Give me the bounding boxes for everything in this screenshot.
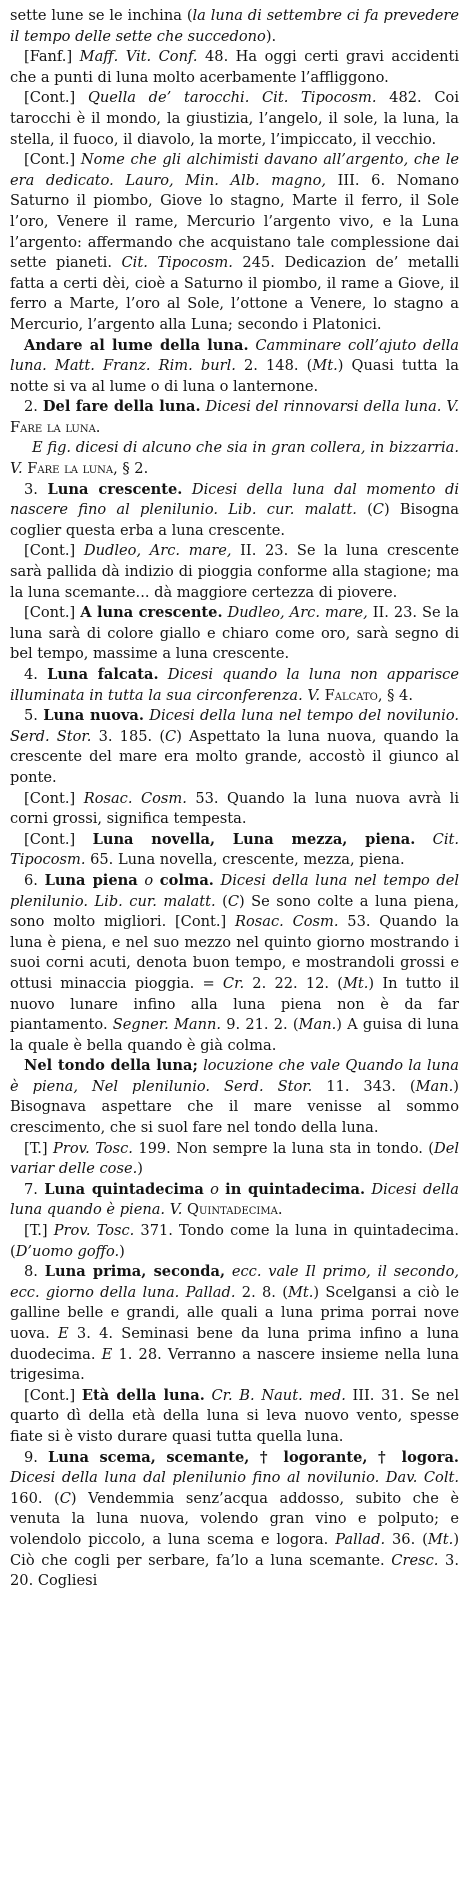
- text-run: 3. 4. Seminasi bene da luna prima infino a luna duodecima.: [10, 1325, 460, 1363]
- headword: Luna falcata.: [47, 666, 159, 683]
- text-run: [Cont.]: [24, 604, 81, 622]
- text-run: (: [215, 892, 228, 910]
- italic-text: Del variar delle cose.: [10, 1139, 460, 1178]
- text-run: [T.]: [24, 1222, 54, 1240]
- text-run: II. 23. Se la luna crescente sarà pallida dà indizio di pioggia conforme alla stagione; ma la luna scemante... dà maggiore certezza di piovere.: [10, 542, 459, 601]
- text-run: 371. Tondo come la luna in quintadecima. (: [10, 1222, 459, 1260]
- entry-paragraph: [10, 1221, 459, 1262]
- entry-paragraph: [10, 438, 459, 479]
- text-run: [225, 1263, 232, 1280]
- entry-paragraph: [10, 1139, 459, 1180]
- text-run: [Cont.]: [24, 830, 93, 848]
- entry-paragraph: [10, 397, 459, 438]
- headword: Luna piena: [44, 871, 138, 889]
- italic-text: locuzione che vale Quando la luna è piena, Nel plenilunio. Serd. Stor.: [10, 1057, 460, 1095]
- text-run: ) In tutto il nuovo lunare infino alla luna piena non è da far piantamento.: [10, 974, 460, 1034]
- italic-text: la luna di settembre ci fa prevedere il tempo delle sette che succedono: [10, 7, 459, 45]
- text-run: [Fanf.]: [24, 48, 80, 66]
- text-run: 65. Luna novella, crescente, mezza, piena.: [85, 851, 405, 869]
- italic-text: Dudleo, Arc. mare,: [227, 604, 368, 622]
- headword: A luna crescente.: [80, 604, 223, 622]
- entry-paragraph: [10, 871, 459, 1056]
- text-run: ) A guisa di luna la quale è bella quando è già colma.: [10, 1016, 459, 1054]
- text-run: .: [277, 1201, 283, 1219]
- entry-paragraph: [10, 830, 459, 871]
- italic-text: Rosac. Cosm.: [235, 913, 339, 931]
- italic-text: Dudleo, Arc. mare,: [83, 542, 232, 560]
- text-run: 3. 185. (: [91, 727, 166, 745]
- text-run: 36. (: [385, 1530, 428, 1548]
- entry-paragraph: [10, 541, 459, 603]
- headword: in quintadecima.: [225, 1180, 366, 1198]
- text-run: ).: [265, 27, 277, 45]
- text-run: 5.: [24, 707, 44, 725]
- text-run: , § 2.: [113, 460, 149, 478]
- cross-reference: Quintadecima: [186, 1201, 278, 1219]
- italic-text: Mt.: [427, 1530, 454, 1548]
- text-run: 4.: [24, 666, 48, 683]
- text-run: ) Quasi tutta la notte si va al lume o di luna o lanternone.: [10, 357, 460, 395]
- text-run: 11. 343. (: [312, 1077, 416, 1095]
- text-run: 7.: [24, 1180, 45, 1198]
- text-run: ) Bisognava aspettare che il mare venisse al sommo crescimento, che si suol fare nel tondo della luna.: [10, 1077, 459, 1137]
- italic-text: ecc. vale Il primo, il secondo, ecc. giorno della luna. Pallad.: [10, 1263, 459, 1301]
- italic-text: E fig. dicesi di alcuno che sia in gran collera, in bizzarria. V.: [10, 439, 459, 478]
- italic-text: E: [101, 1345, 113, 1363]
- text-run: 2. 8. (: [235, 1283, 288, 1301]
- text-run: ): [119, 1242, 125, 1260]
- headword: colma.: [159, 871, 214, 889]
- italic-text: Dicesi della luna quando è piena. V.: [10, 1180, 459, 1219]
- text-run: [Cont.]: [24, 1386, 82, 1404]
- italic-text: Man.: [415, 1077, 454, 1095]
- entry-paragraph: [10, 47, 459, 88]
- italic-text: Cit. Tipocosm.: [121, 254, 233, 272]
- entry-paragraph: [10, 1448, 459, 1592]
- headword: Età della luna.: [81, 1386, 205, 1404]
- italic-text: Dicesi della luna nel tempo del novilunio. Serd. Stor.: [10, 707, 459, 745]
- text-run: III. 31. Se nel quarto dì della età della luna si leva nuovo vento, spesse fiate si è visto durare quasi tutta quella luna.: [10, 1386, 459, 1445]
- entry-paragraph: [10, 6, 459, 47]
- text-run: , § 4.: [377, 686, 413, 704]
- cross-reference: Fare la luna: [27, 460, 114, 478]
- text-run: ) Vendemmia senz’acqua addosso, subito che è venuta la luna nuova, volendo gran vino e polputo; e volendolo piccolo, a luna scema e logora.: [10, 1489, 460, 1548]
- text-run: 48. Ha oggi certi gravi accidenti che a punti di luna molto acerbamente l’affliggono.: [10, 48, 460, 86]
- entry-paragraph: [10, 88, 459, 150]
- text-run: (: [356, 501, 373, 519]
- text-run: 53. Quando la luna è piena, e nel suo mezzo nel quinto giorno mostrando i suoi corni acuti, denota buon tempo, e mostrandoli grossi e ottusi minaccia pioggia. =: [10, 913, 460, 992]
- italic-text: C: [372, 501, 384, 519]
- text-run: [159, 666, 168, 683]
- text-run: 8.: [24, 1263, 45, 1281]
- italic-text: Dicesi della luna dal plenilunio fino al novilunio. Dav. Colt.: [10, 1469, 459, 1487]
- italic-text: Camminare coll’ajuto della luna. Matt. Franz. Rim. burl.: [10, 336, 460, 375]
- italic-text: Pallad.: [335, 1530, 386, 1548]
- headword: Luna prima, seconda,: [44, 1263, 226, 1281]
- italic-text: Maff. Vit. Conf.: [79, 48, 198, 66]
- text-run: ): [137, 1160, 143, 1178]
- entry-paragraph: [10, 1262, 459, 1386]
- text-run: 6.: [24, 871, 45, 889]
- headword: Andare al lume della luna.: [24, 336, 249, 354]
- italic-text: Cr.: [222, 974, 245, 992]
- entry-paragraph: [10, 665, 459, 706]
- italic-text: Cr. B. Naut. med.: [211, 1386, 346, 1404]
- entry-paragraph: [10, 480, 459, 542]
- text-run: 2.: [24, 398, 43, 416]
- text-run: [Cont.]: [24, 542, 84, 560]
- text-run: [Cont.]: [24, 89, 88, 107]
- italic-text: C: [165, 727, 177, 745]
- text-run: [153, 872, 160, 889]
- entry-paragraph: [10, 603, 459, 665]
- text-run: 3. 20. Cogliesi: [10, 1551, 459, 1590]
- italic-text: Rosac. Cosm.: [83, 789, 187, 807]
- text-run: [182, 481, 192, 498]
- entry-paragraph: [10, 1180, 459, 1221]
- text-run: [214, 872, 221, 889]
- text-run: ) Scelgansi a ciò le galline belle e grandi, alle quali a luna prima porrai nove uova.: [10, 1283, 459, 1342]
- headword: Luna crescente.: [47, 480, 183, 498]
- text-run: 2. 22. 12. (: [244, 974, 343, 992]
- text-run: ) Bisogna coglier questa erba a luna crescente.: [10, 501, 459, 539]
- text-run: [Cont.]: [24, 789, 84, 807]
- text-run: 2. 148. (: [235, 357, 313, 375]
- italic-text: Mt.: [342, 974, 369, 992]
- italic-text: Nome che gli alchimisti davano all’argento, che le era dedicato. Lauro, Min. Alb. magno,: [10, 151, 459, 189]
- italic-text: Quella de’ tarocchi. Cit. Tipocosm.: [87, 89, 377, 107]
- italic-text: Dicesi quando la luna non apparisce illuminata in tutta la sua circonferenza. V.: [10, 666, 459, 704]
- text-run: III. 6. Nomano Saturno il piombo, Giove lo stagno, Marte il ferro, il Sole l’oro, Venere il rame, Mercurio l’argento vivo, e la Luna l’argento: affermando che acquistano tale complessione dai sette pianeti.: [10, 171, 459, 272]
- italic-text: o: [210, 1180, 219, 1198]
- italic-text: Prov. Tosc.: [53, 1139, 133, 1157]
- headword: Luna nuova.: [43, 707, 144, 725]
- headword: Nel tondo della luna;: [24, 1057, 198, 1075]
- text-run: 1. 28. Verranno a nascere insieme nella luna trigesima.: [10, 1345, 459, 1384]
- italic-text: Dicesi della luna dal momento di nascere fino al plenilunio. Lib. cur. malatt.: [10, 480, 459, 519]
- text-run: [415, 831, 432, 848]
- italic-text: Mt.: [312, 357, 338, 375]
- italic-text: Cit. Tipocosm.: [10, 830, 459, 869]
- italic-text: C: [227, 892, 239, 910]
- dictionary-entry-luna: [10, 6, 459, 1592]
- italic-text: Man.: [298, 1016, 337, 1034]
- entry-paragraph: [10, 150, 459, 335]
- entry-paragraph: [10, 706, 459, 788]
- text-run: II. 23. Se la luna sarà di colore giallo e chiaro come oro, sarà segno di bel tempo, massime a luna crescente.: [10, 604, 459, 663]
- headword: Del fare della luna.: [42, 398, 201, 416]
- text-run: ) Se sono colte a luna piena, sono molto migliori. [Cont.]: [10, 892, 459, 931]
- text-run: 245. Dedicazion de’ metalli fatta a certi dèi, cioè a Saturno il piombo, il rame a Giove, il ferro a Marte, l’oro al Sole, l’ottone a Venere, lo stagno a Mercurio, l’argento alla Luna; secondo i Platonici.: [10, 254, 459, 333]
- italic-text: Cresc.: [391, 1551, 439, 1569]
- text-run: 3.: [24, 480, 48, 498]
- italic-text: Prov. Tosc.: [53, 1222, 135, 1240]
- cross-reference: Fare la luna.: [10, 418, 101, 436]
- text-run: ) Aspettato la luna nuova, quando la crescente del mare era molto grande, accostò il giunco al ponte.: [10, 727, 460, 786]
- italic-text: Dicesi della luna nel tempo del plenilunio. Lib. cur. malatt.: [10, 871, 460, 910]
- italic-text: Dicesi del rinnovarsi della luna. V.: [205, 398, 459, 416]
- text-run: 53. Quando la luna nuova avrà li corni grossi, significa tempesta.: [10, 789, 459, 828]
- entry-paragraph: [10, 789, 459, 830]
- text-run: 199. Non sempre la luna sta in tondo. (: [132, 1139, 434, 1157]
- headword: Luna scema, scemante, † logorante, † logora.: [48, 1448, 459, 1466]
- headword: Luna novella, Luna mezza, piena.: [92, 830, 416, 848]
- headword: Luna quintadecima: [44, 1180, 204, 1198]
- italic-text: o: [144, 871, 154, 889]
- italic-text: E: [58, 1325, 69, 1342]
- italic-text: Mt.: [287, 1283, 314, 1301]
- text-run: [Cont.]: [24, 151, 81, 169]
- text-run: ) Ciò che cogli per serbare, fa’lo a luna scemante.: [10, 1530, 460, 1569]
- text-run: [T.]: [24, 1139, 54, 1157]
- italic-text: D’uomo goffo.: [15, 1242, 120, 1260]
- text-run: 9. 21. 2. (: [221, 1016, 299, 1034]
- italic-text: Segner. Mann.: [112, 1016, 222, 1034]
- text-run: sette lune se le inchina (: [10, 7, 193, 24]
- text-run: 160. (: [10, 1489, 60, 1507]
- entry-paragraph: [10, 336, 459, 398]
- entry-paragraph: [10, 1056, 459, 1138]
- text-run: 482. Coi tarocchi è il mondo, la giustizia, l’angelo, il sole, la luna, la stella, il fuoco, il diavolo, la morte, l’impiccato, il vecchio.: [10, 89, 459, 148]
- italic-text: C: [59, 1489, 71, 1507]
- entry-paragraph: [10, 1386, 459, 1448]
- cross-reference: Falcato: [324, 686, 378, 704]
- text-run: 9.: [24, 1448, 48, 1466]
